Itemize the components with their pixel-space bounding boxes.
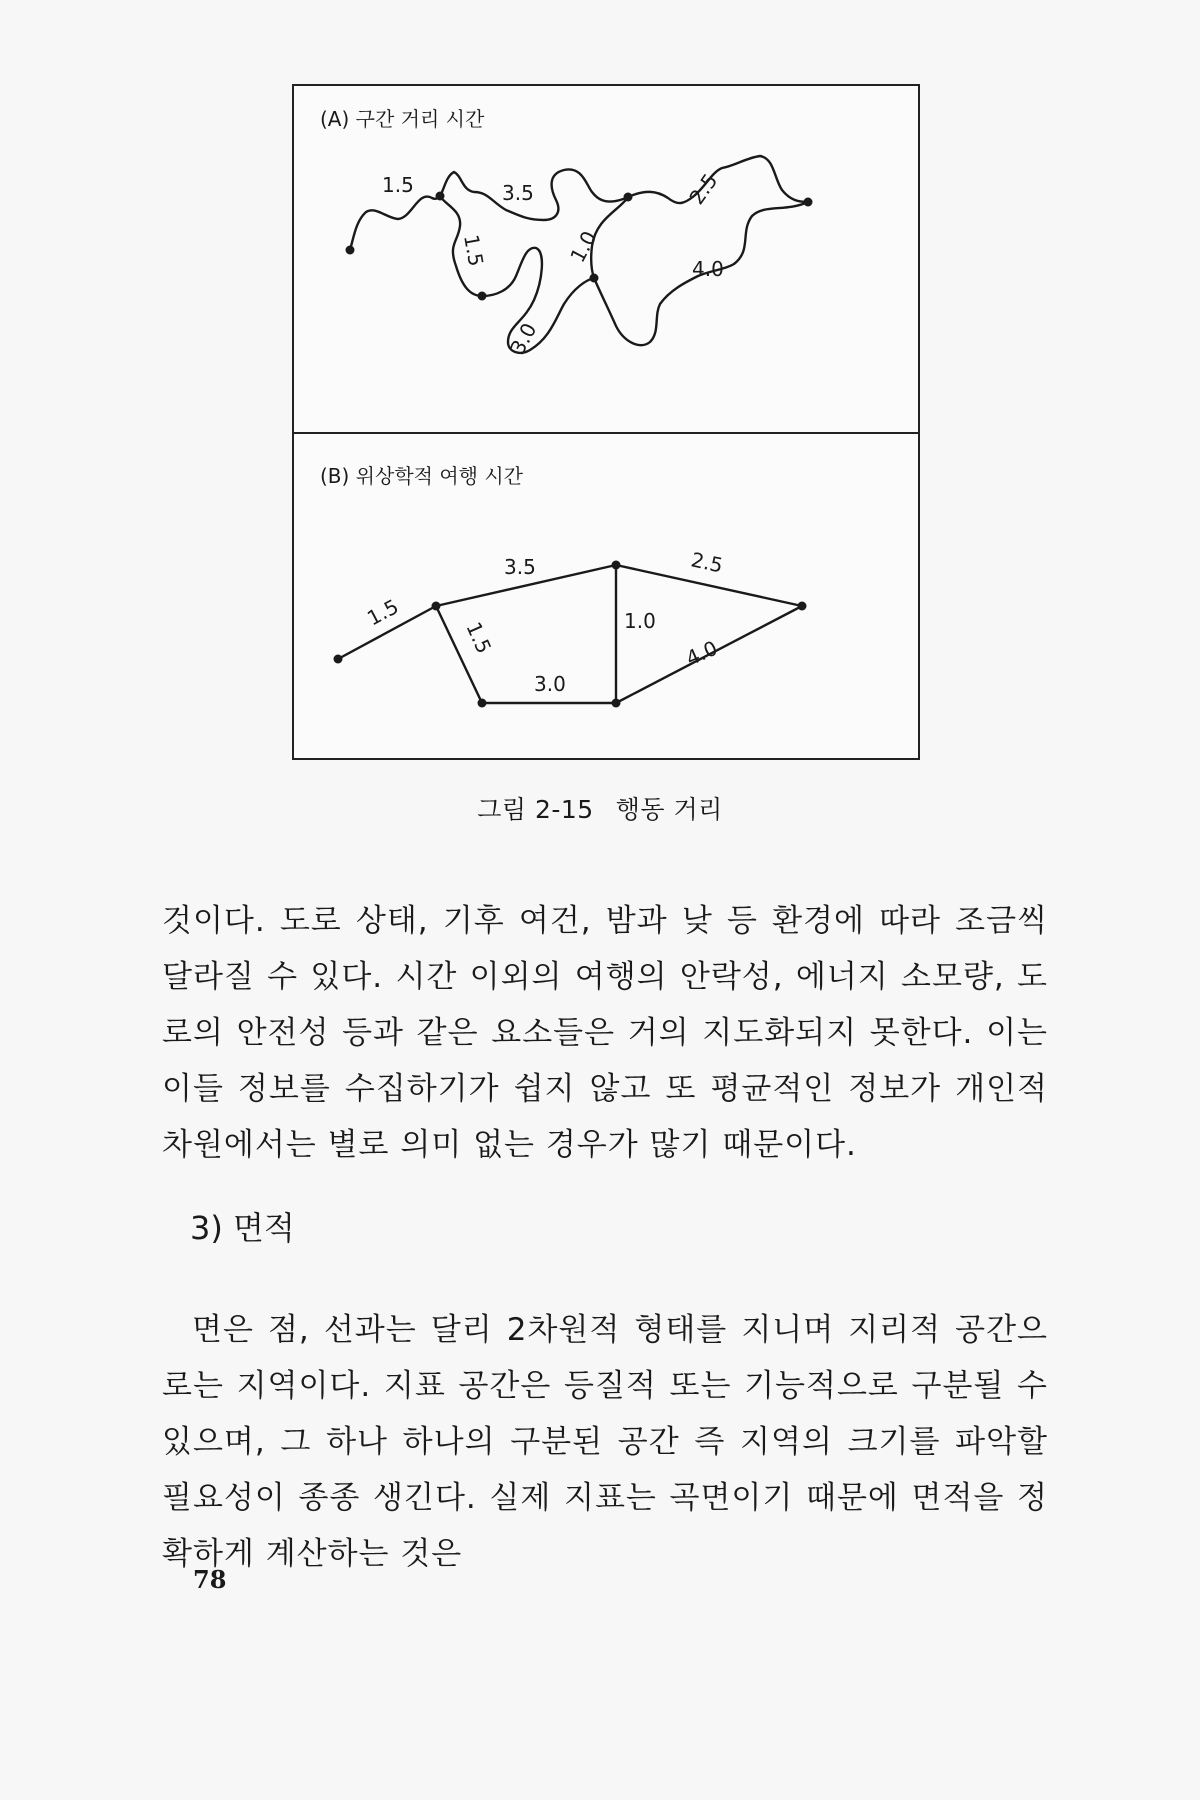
paragraph-1: [162, 893, 1048, 1173]
panel-b-label-7: 3.0: [534, 672, 566, 696]
paragraph-2: [162, 1302, 1048, 1582]
panel-b-label-5: 1.0: [624, 609, 656, 633]
figure-svg: [294, 86, 918, 758]
figure-behavioral-distance: [292, 84, 920, 760]
panel-b-label-1: 1.5: [363, 594, 403, 631]
page-number: 78: [193, 1565, 227, 1594]
caption-title: 행동 거리: [615, 795, 723, 824]
panel-b-label-2: 3.5: [504, 555, 536, 579]
figure-caption: [0, 790, 1200, 826]
panel-a-label-2: 3.5: [502, 181, 534, 205]
panel-a-route-6: [628, 156, 808, 203]
panel-a-route-2: [440, 169, 628, 220]
panel-a-label-5: 2.5: [684, 169, 723, 209]
panel-a-label-3: 1.5: [459, 232, 489, 269]
section-heading: 3) 면적: [190, 1209, 295, 1247]
panel-a-route-1: [350, 196, 440, 250]
panel-b-nodes: [334, 561, 807, 708]
paragraph-2-text: 면은 점, 선과는 달리 2차원적 형태를 지니며 지리적 공간으로는 지역이다. 지표 공간은 등질적 또는 기능적으로 구분될 수 있으며, 그 하나 하나의 구분된 공간 즉 지역의 크기를 파악할 필요성이 종종 생긴다. 실제 지표는 곡면이기 때문에 면적을 정확하게 계산하는 것은: [162, 1312, 1048, 1572]
panel-a-label-4: 1.0: [565, 226, 602, 267]
panel-b-title: (B) 위상학적 여행 시간: [320, 464, 523, 488]
panel-b-label-3: 2.5: [688, 547, 726, 578]
caption-number: 그림 2-15: [477, 795, 594, 824]
panel-a-label-6: 4.0: [692, 257, 724, 281]
panel-b-network: [338, 565, 802, 703]
panel-b-label-6: 4.0: [682, 635, 722, 671]
panel-a-label-7: 3.0: [505, 318, 542, 359]
panel-a-route-4: [482, 248, 594, 353]
paragraph-1-text: 것이다. 도로 상태, 기후 여건, 밤과 낮 등 환경에 따라 조금씩 달라질 수 있다. 시간 이외의 여행의 안락성, 에너지 소모량, 도로의 안전성 등과 같은 요소들은 거의 지도화되지 못한다. 이는 이들 정보를 수집하기가 쉽지 않고 또 평균적인 정보가 개인적 차원에서는 별로 의미 없는 경우가 많기 때문이다.: [162, 903, 1048, 1163]
panel-a-label-1: 1.5: [382, 173, 414, 197]
panel-a-title: (A) 구간 거리 시간: [320, 107, 485, 131]
panel-b-label-4: 1.5: [461, 618, 497, 658]
